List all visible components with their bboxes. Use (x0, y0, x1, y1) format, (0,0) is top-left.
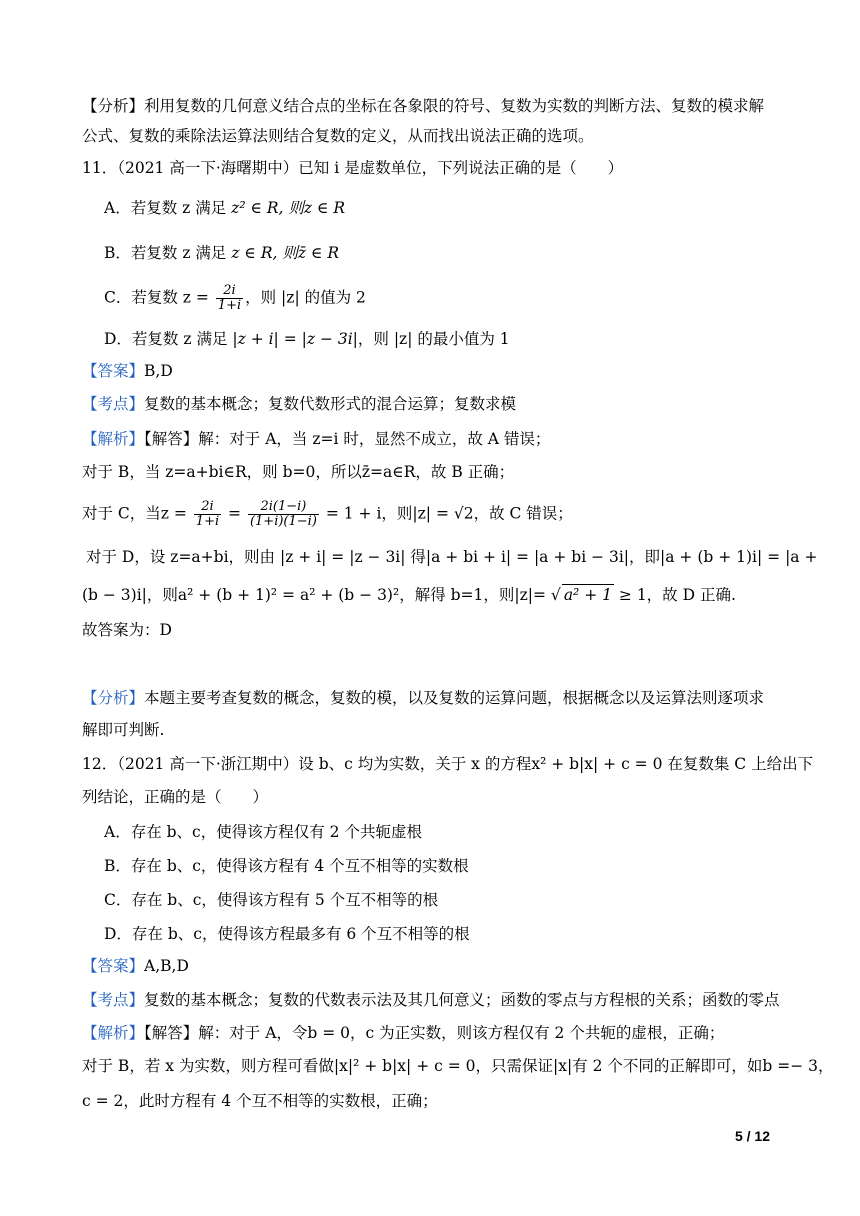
solution-12-line-3: c = 2，此时方程有 4 个互不相等的实数根，正确； (82, 1092, 438, 1110)
solution-12-line-2: 对于 B，若 x 为实数，则方程可看做|x|² + b|x| + c = 0，只需保证|x|有 2 个不同的正解即可，如b =− 3， (82, 1057, 834, 1075)
solution-11-line-1 (82, 429, 782, 449)
question-12-stem-2: 列结论，正确的是（ ） (82, 788, 269, 806)
solution-12-line-1 (82, 1023, 782, 1043)
final-answer-11: 故答案为：D (82, 621, 172, 639)
q11-option-d (104, 329, 804, 349)
q11b-text: B．若复数 z 满足 (104, 244, 232, 262)
jx11d2-sqrt: a² + 1 (563, 586, 612, 604)
analysis-tag: 【分析】 (82, 689, 145, 707)
answer-12 (82, 956, 782, 976)
analysis-12-line-2: 解即可判断. (82, 721, 165, 739)
jx11c-post: = 1 + i，则|z| = √2，故 C 错误； (320, 504, 573, 523)
analysis-12-line-1 (82, 688, 782, 708)
solution-11-line-2: 对于 B，当 z=a+bi∈R，则 b=0，所以z̄=a∈R，故 B 正确； (82, 463, 515, 481)
q11d-text: D．若复数 z 满足 (104, 330, 233, 348)
q11d-post: ，则 |z| 的最小值为 1 (357, 330, 510, 348)
question-11-stem: 11．（2021 高一下·海曙期中）已知 i 是虚数单位，下列说法正确的是（ ） (82, 159, 624, 177)
solution-tag: 【解析】 (82, 1024, 145, 1042)
keypoint-tag: 【考点】 (82, 991, 145, 1009)
jx11d2-pre: (b − 3)i|，则a² + (b + 1)² = a² + (b − 3)²，解得 b=1，则|z|= (82, 586, 551, 604)
solution-11-line-3: 对于 C，当z = $\frac{2i}{1+i}$ = $\frac{2i(1-i)}{(1+i)(1-i)}$ = 1 + i，则|z| = √2，故 C 错误； (82, 499, 573, 529)
q11a-math: z² ∈ R, 则z ∈ R (231, 199, 346, 217)
solution-11-line-5: (b − 3)i|，则a² + (b + 1)² = a² + (b − 3)²，解得 b=1，则|z|= √ a² + 1 ≥ 1，故 D 正确. (82, 586, 736, 604)
q11d-math: |z + i| = |z − 3i| (232, 330, 358, 348)
solution-11-line-4: 对于 D，设 z=a+bi，则由 |z + i| = |z − 3i| 得|a + bi + i| = |a + bi − 3i|，即|a + (b + 1)i| = |a + (86, 548, 818, 566)
q11c-text: C．若复数 z = (104, 288, 214, 307)
solution-text: 【解答】解：对于 A，当 z=i 时，显然不成立，故 A 错误； (144, 430, 551, 448)
jx11d2-post: ≥ 1，故 D 正确. (613, 586, 736, 604)
q11c-post: ，则 |z| 的值为 2 (245, 288, 366, 307)
keypoint-tag: 【考点】 (82, 395, 145, 413)
answer-tag: 【答案】 (82, 362, 145, 380)
q11a-text: A．若复数 z 满足 (104, 199, 232, 217)
keypoint-text: 复数的基本概念；复数代数形式的混合运算；复数求模 (144, 395, 517, 413)
analysis-text: 本题主要考查复数的概念，复数的模，以及复数的运算问题，根据概念以及运算法则逐项求 (144, 689, 765, 707)
question-12-stem-1: 12．（2021 高一下·浙江期中）设 b、c 均为实数，关于 x 的方程x² + b|x| + c = 0 在复数集 C 上给出下 (82, 755, 814, 773)
q12-option-d: D．存在 b、c，使得该方程最多有 6 个互不相等的根 (104, 925, 470, 943)
solution-text: 【解答】解：对于 A，令b = 0，c 为正实数，则该方程仅有 2 个共轭的虚根，正确； (144, 1024, 725, 1042)
answer-value: B,D (144, 362, 173, 380)
q11-option-c (104, 284, 804, 313)
solution-tag: 【解析】 (82, 430, 145, 448)
q11b-math: z ∈ R, 则z̄ ∈ R (231, 244, 340, 262)
q12-option-c: C．存在 b、c，使得该方程有 5 个互不相等的根 (104, 891, 439, 909)
q11-option-b (104, 243, 804, 263)
q12-option-b: B．存在 b、c，使得该方程有 4 个互不相等的实数根 (104, 857, 469, 875)
q11-option-a (104, 198, 804, 218)
answer-tag: 【答案】 (82, 957, 145, 975)
page-number: 5 / 12 (734, 1128, 770, 1144)
jx11c-fraction-2: $\frac{2i(1-i)}{(1+i)(1-i)}$ (249, 499, 317, 529)
answer-value: A,B,D (144, 957, 189, 975)
answer-11 (82, 361, 782, 381)
q11c-fraction: $\frac{2i}{1+i}$ (217, 283, 242, 313)
keypoint-text: 复数的基本概念；复数的代数表示法及其几何意义；函数的零点与方程根的关系；函数的零点 (144, 991, 780, 1009)
q12-option-a: A．存在 b、c，使得该方程仅有 2 个共轭虚根 (104, 823, 422, 841)
analysis-line-2: 公式、复数的乘除法运算法则结合复数的定义，从而找出说法正确的选项。 (82, 127, 594, 145)
analysis-line-1: 【分析】利用复数的几何意义结合点的坐标在各象限的符号、复数为实数的判断方法、复数的模求解 (82, 97, 765, 115)
jx11c-pre: 对于 C，当z = (82, 504, 192, 523)
keypoint-11 (82, 394, 782, 414)
jx11c-fraction-1: $\frac{2i}{1+i}$ (195, 499, 220, 529)
keypoint-12 (82, 990, 782, 1010)
